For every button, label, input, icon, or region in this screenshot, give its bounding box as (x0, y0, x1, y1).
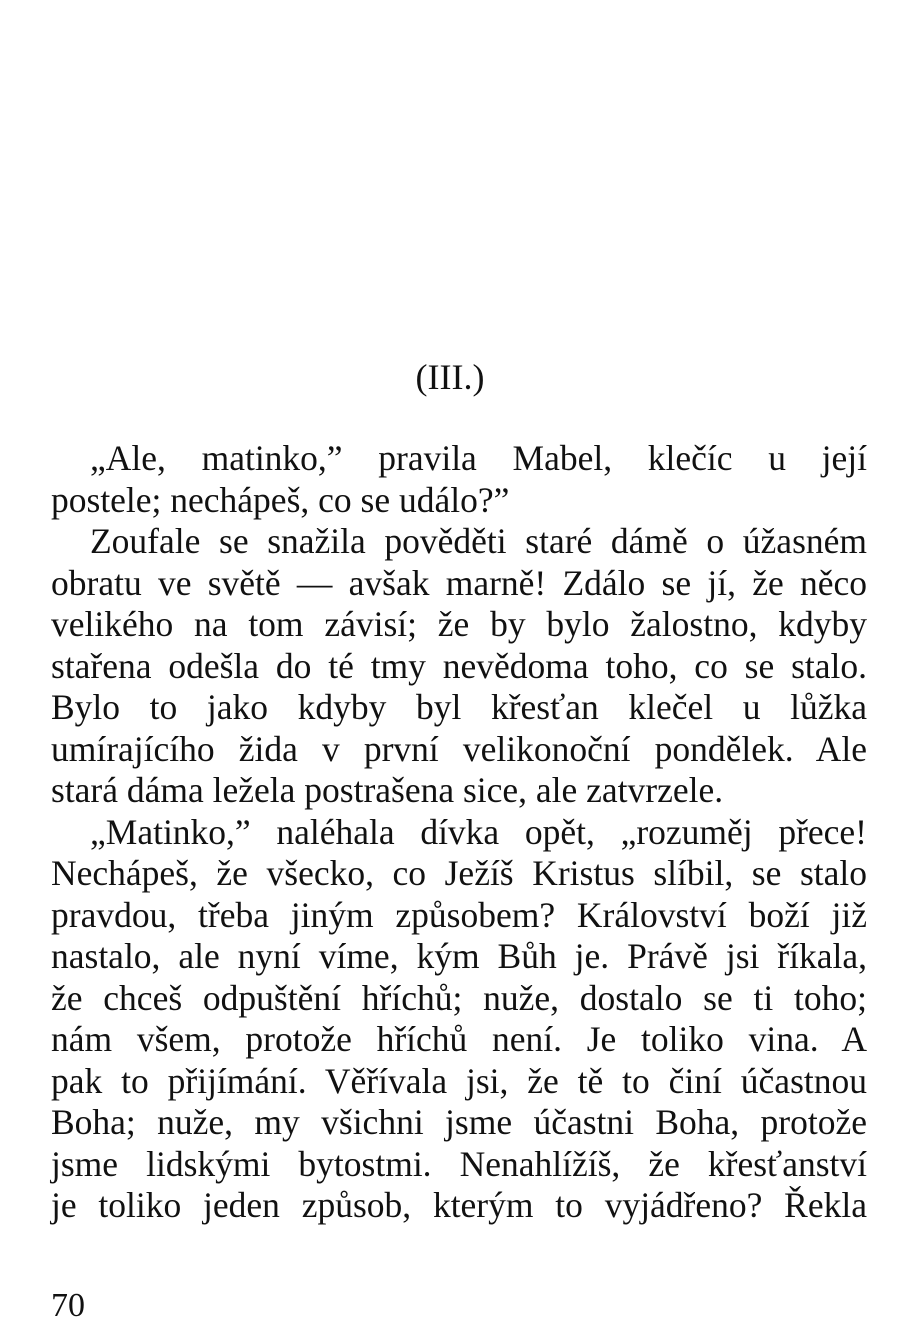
page-number: 70 (51, 1287, 85, 1324)
text-line: postele; nechápeš, co se událo?” (51, 479, 510, 520)
text-line: že chceš odpuštění hříchů; nuže, dostalo se ti toho; (51, 977, 867, 1018)
text-line: nám všem, protože hříchů není. Je toliko vina. A (51, 1019, 867, 1059)
text-line: jsme lidskými bytostmi. Nenahlížíš, že křesťanství (51, 1143, 867, 1184)
text-line: nastalo, ale nyní víme, kým Bůh je. Právě jsi říkala, (51, 936, 867, 976)
text-line: pak to přijímání. Věřívala jsi, že tě to činí účastnou (51, 1060, 867, 1101)
text-line: stará dáma ležela postrašena sice, ale zatvrzele. (51, 770, 724, 810)
text-line: „Ale, matinko,” pravila Mabel, klečíc u její (90, 438, 867, 478)
text-line: Zoufale se snažila pověděti staré dámě o úžasném (90, 521, 867, 561)
text-line: „Matinko,” naléhala dívka opět, „rozuměj přece! (90, 811, 867, 852)
text-line: umírajícího žida v první velikonoční pondělek. Ale (51, 728, 867, 769)
body-text (51, 438, 867, 1227)
text-line: Bylo to jako kdyby byl křesťan klečel u lůžka (51, 687, 867, 727)
chapter-heading: (III.) (415, 357, 485, 397)
text-line: pravdou, třeba jiným způsobem? Království boží již (51, 894, 867, 935)
text-line: velikého na tom závisí; že by bylo žalostno, kdyby (51, 604, 867, 644)
text-line: Nechápeš, že všecko, co Ježíš Kristus slíbil, se stalo (51, 853, 867, 893)
text-line: Boha; nuže, my všichni jsme účastni Boha, protože (51, 1102, 867, 1142)
text-line: je toliko jeden způsob, kterým to vyjádřeno? Řekla (51, 1185, 867, 1225)
text-line: obratu ve světě — avšak marně! Zdálo se jí, že něco (51, 562, 867, 603)
text-line: stařena odešla do té tmy nevědoma toho, co se stalo. (51, 645, 867, 686)
